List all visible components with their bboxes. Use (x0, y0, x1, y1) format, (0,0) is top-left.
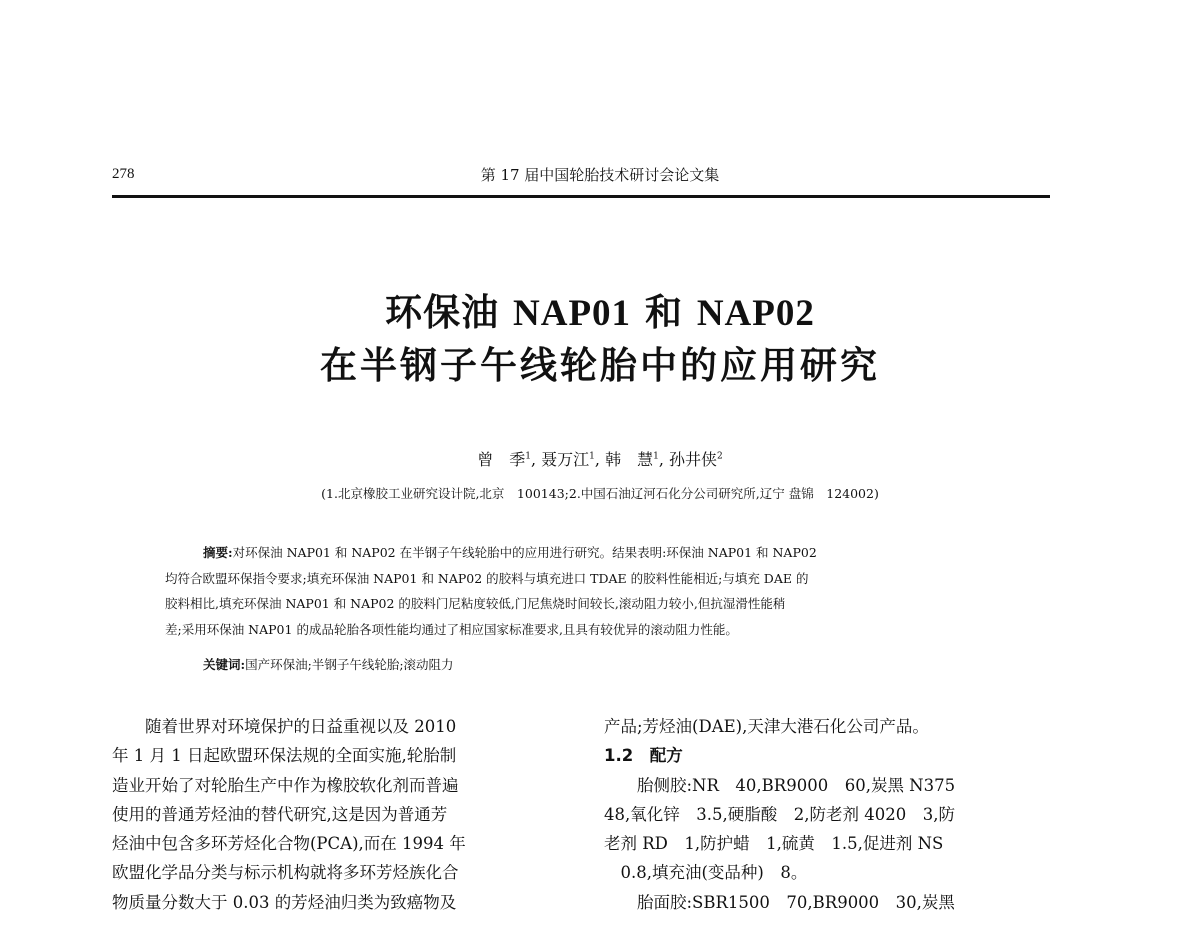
keywords (203, 655, 454, 673)
author-affiliation-mark: 2 (717, 451, 723, 462)
author: 孙井侠 (669, 450, 718, 469)
keywords-label: 关键词: (203, 657, 246, 672)
body-line: 年 1 月 1 日起欧盟环保法规的全面实施,轮胎制 (112, 746, 457, 766)
body-line: 物质量分数大于 0.03 的芳烃油归类为致癌物及 (112, 892, 457, 912)
body-line: 胎面胶:SBR1500 70,BR9000 30,炭黑 (637, 892, 955, 912)
abstract-line: 摘要:对环保油 NAP01 和 NAP02 在半钢子午线轮胎中的应用进行研究。结果表明:环保油 NAP01 和 NAP02 (203, 545, 817, 560)
title-product-b: NAP02 (696, 293, 815, 334)
author-list: 曾 季$^1$, 聂万江$^1$, 韩 慧$^1$, 孙井侠$^2$ (477, 450, 723, 469)
author: 韩 慧 (605, 450, 654, 469)
body-line: 老剂 RD 1,防护蜡 1,硫黄 1.5,促进剂 NS (604, 834, 944, 854)
section-heading: 1.2 配方 (604, 746, 683, 766)
affiliations: (1.北京橡胶工业研究设计院,北京 100143;2.中国石油辽河石化分公司研究所,辽宁 盘锦 124002) (321, 486, 879, 501)
running-title: 第 17 届中国轮胎技术研讨会论文集 (480, 166, 720, 184)
keywords-text: 国产环保油;半钢子午线轮胎;滚动阻力 (245, 657, 454, 672)
abstract-line: 差;采用环保油 NAP01 的成品轮胎各项性能均通过了相应国家标准要求,且具有较优异的滚动阻力性能。 (165, 621, 738, 637)
body-line: 48,氧化锌 3.5,硬脂酸 2,防老剂 4020 3,防 (604, 804, 955, 824)
body-line: 0.8,填充油(变品种) 8。 (604, 863, 808, 883)
title-conjunction: 和 (631, 291, 697, 334)
body-column-right (604, 712, 1046, 917)
body-column-left (112, 712, 554, 917)
title-prefix: 环保油 (385, 291, 514, 334)
paper-title-line-1 (0, 282, 1200, 336)
body-line: 欧盟化学品分类与标示机构就将多环芳烃族化合 (112, 863, 459, 883)
body-line: 胎侧胶:NR 40,BR9000 60,炭黑 N375 (637, 775, 956, 795)
author-affiliation-mark: 1 (589, 451, 595, 462)
body-line: 产品;芳烃油(DAE),天津大港石化公司产品。 (604, 717, 929, 736)
author: 曾 季 (477, 450, 526, 469)
body-line: 造业开始了对轮胎生产中作为橡胶软化剂而普遍 (112, 775, 459, 795)
header-rule (112, 195, 1050, 198)
author: 聂万江 (541, 450, 590, 469)
author-affiliation-mark: 1 (525, 451, 531, 462)
page-number: 278 (112, 166, 135, 182)
body-line: 烃油中包含多环芳烃化合物(PCA),而在 1994 年 (112, 834, 466, 854)
body-line: 随着世界对环境保护的日益重视以及 2010 (145, 717, 457, 736)
abstract (165, 540, 995, 642)
title-product-a: NAP01 (513, 293, 632, 334)
abstract-line: 胶料相比,填充环保油 NAP01 和 NAP02 的胶料门尼粘度较低,门尼焦烧时间较长,滚动阻力较小,但抗湿滑性能稍 (165, 596, 786, 611)
body-line: 使用的普通芳烃油的替代研究,这是因为普通芳 (112, 804, 448, 824)
author-affiliation-mark: 1 (653, 451, 659, 462)
abstract-label: 摘要: (203, 545, 233, 560)
paper-title-line-2: 在半钢子午线轮胎中的应用研究 (320, 344, 880, 387)
abstract-line: 均符合欧盟环保指令要求;填充环保油 NAP01 和 NAP02 的胶料与填充进口 TDAE 的胶料性能相近;与填充 DAE 的 (165, 570, 809, 586)
